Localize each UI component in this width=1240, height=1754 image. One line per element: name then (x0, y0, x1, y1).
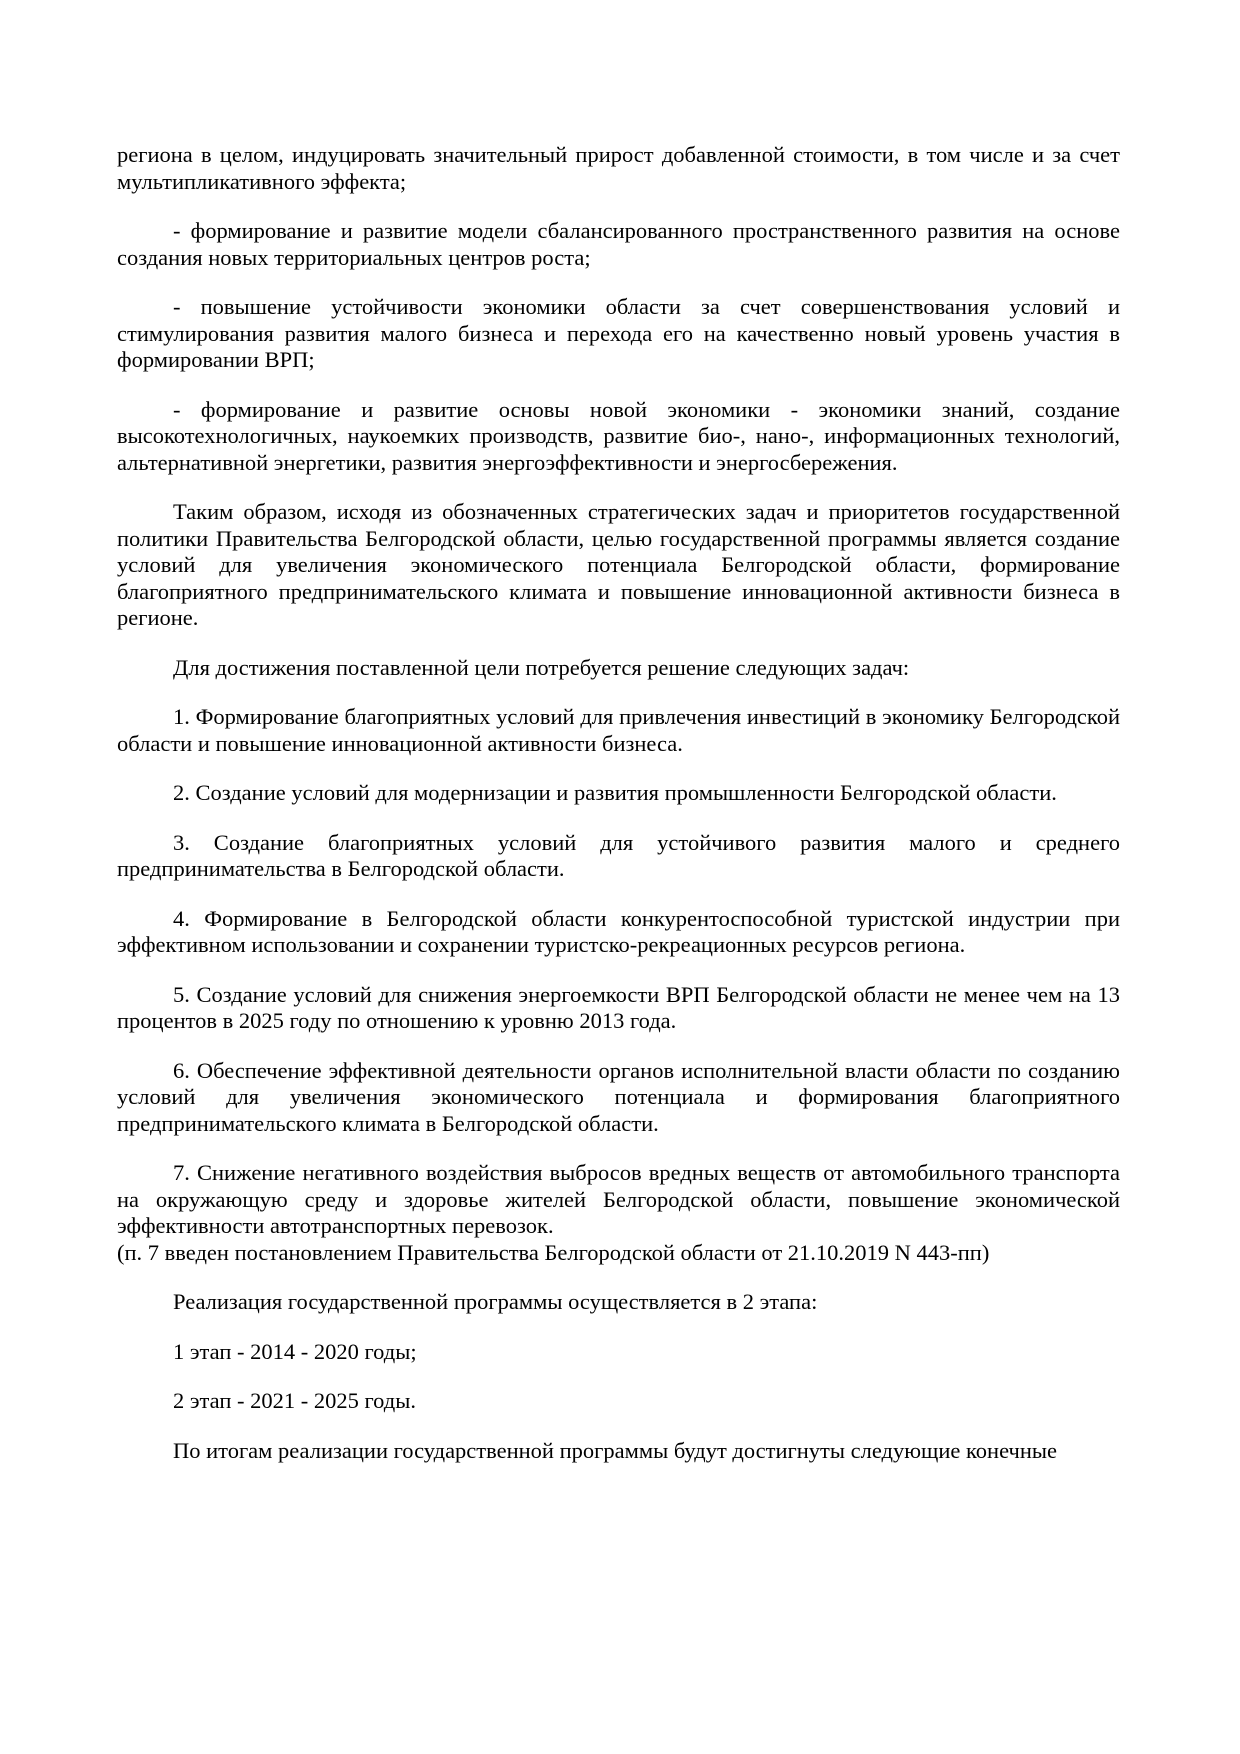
task-item-2: 2. Создание условий для модернизации и развития промышленности Белгородской области. (173, 780, 1057, 805)
task-item-1: 1. Формирование благоприятных условий для привлечения инвестиций в экономику Белгородской области и повышение инновационной активности бизнеса. (117, 704, 1120, 756)
paragraph-program-goal: Таким образом, исходя из обозначенных стратегических задач и приоритетов государственной политики Правительства Белгородской области, целью государственной программы является создание условий для увеличения экономического потенциала Белгородской области, формирование благоприятного предпринимательского климата и повышение инновационной активности бизнеса в регионе. (117, 499, 1120, 630)
stage-1: 1 этап - 2014 - 2020 годы; (173, 1338, 417, 1364)
document-page (117, 142, 1120, 1487)
stage-2: 2 этап - 2021 - 2025 годы. (173, 1388, 416, 1413)
stages-intro: Реализация государственной программы осуществляется в 2 этапа: (173, 1289, 818, 1314)
paragraph-region-growth: региона в целом, индуцировать значительный прирост добавленной стоимости, в том числе и за счет мультипликативного эффекта; (117, 142, 1120, 194)
results-intro: По итогам реализации государственной программы будут достигнуты следующие конечные (173, 1437, 1057, 1463)
paragraph-knowledge-economy: - формирование и развитие основы новой экономики - экономики знаний, создание высокотехнологичных, наукоемких производств, развитие био-, нано-, информационных технологий, альтернативной энергетики, развития энергоэффективности и энергосбережения. (117, 396, 1120, 475)
amendment-note: (п. 7 введен постановлением Правительства Белгородской области от 21.10.2019 N 443-пп) (117, 1239, 990, 1265)
task-item-5: 5. Создание условий для снижения энергоемкости ВРП Белгородской области не менее чем на 13 процентов в 2025 году по отношению к уровню 2013 года. (117, 981, 1120, 1033)
paragraph-spatial-development: - формирование и развитие модели сбалансированного пространственного развития на основе создания новых территориальных центров роста; (117, 218, 1120, 270)
task-item-6: 6. Обеспечение эффективной деятельности органов исполнительной власти области по созданию условий для увеличения экономического потенциала и формирования благоприятного предпринимательского климата в Белгородской области. (117, 1057, 1120, 1136)
task-item-3: 3. Создание благоприятных условий для устойчивого развития малого и среднего предпринимательства в Белгородской области. (117, 829, 1120, 881)
task-item-4: 4. Формирование в Белгородской области конкурентоспособной туристской индустрии при эффективном использовании и сохранении туристско-рекреационных ресурсов региона. (117, 905, 1120, 957)
paragraph-small-business: - повышение устойчивости экономики области за счет совершенствования условий и стимулирования развития малого бизнеса и перехода его на качественно новый уровень участия в формировании ВРП; (117, 294, 1120, 372)
paragraph-tasks-intro: Для достижения поставленной цели потребуется решение следующих задач: (173, 654, 910, 680)
task-item-7: 7. Снижение негативного воздействия выбросов вредных веществ от автомобильного транспорта на окружающую среду и здоровье жителей Белгородской области, повышение экономической эффективности автотранспортных перевозок. (117, 1160, 1120, 1238)
